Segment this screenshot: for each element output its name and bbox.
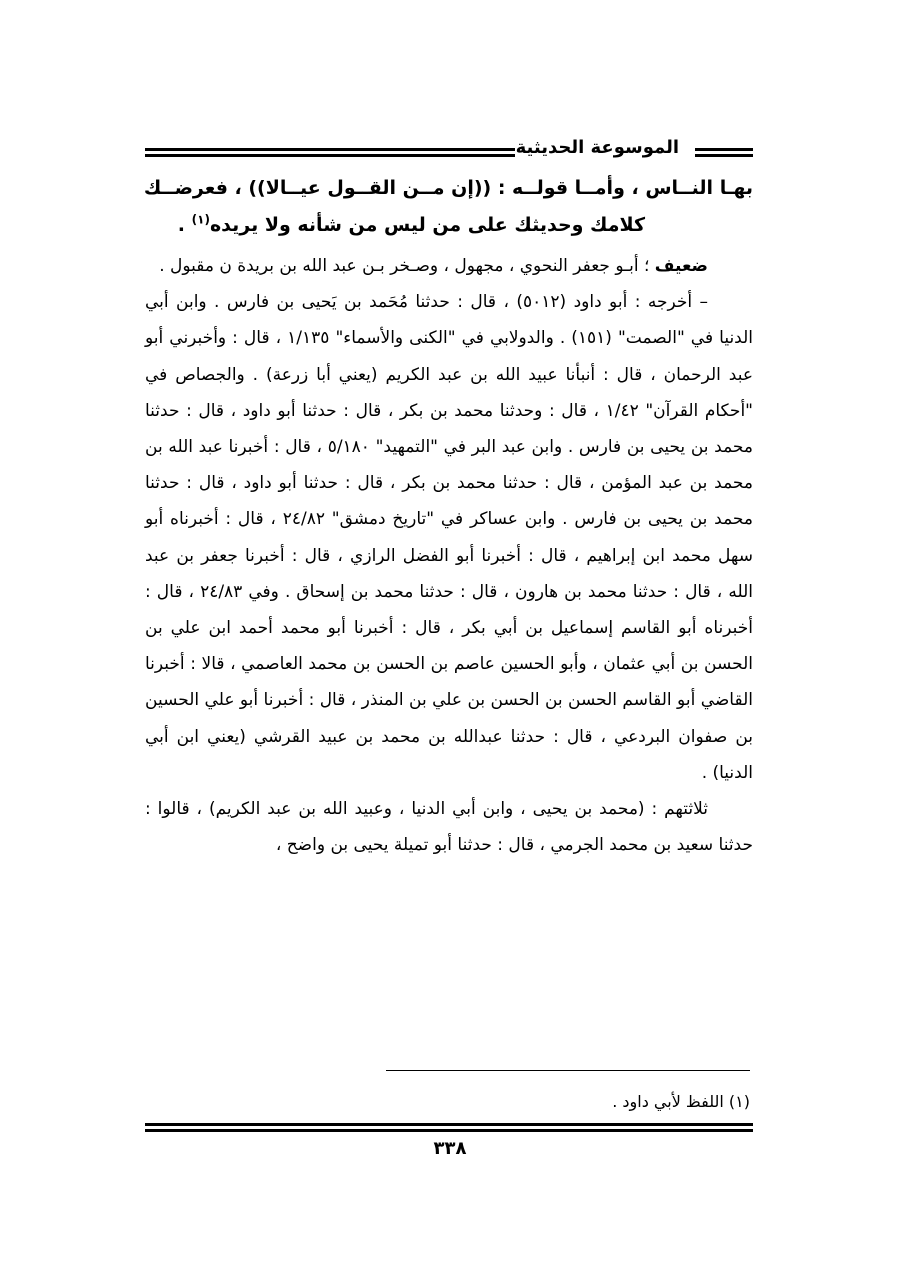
takhrij-paragraph-2: ثلاثتهم : (محمد بن يحيى ، وابن أبي الدنيا ، وعبيد الله بن عبد الكريم) ، قالوا : حدثنا سعيد بن محمد الجرمي ، قال : حدثنا أبو تميلة يحيى بن واضح ، xyxy=(145,799,753,856)
grading-text: ؛ أبـو جعفر النحوي ، مجهول ، وصـخر بـن عبد الله بن بريدة ن مقبول . xyxy=(159,256,655,276)
hadith-text-line-1: بهـا النــاس ، وأمــا قولــه : ((إن مــن القــول عيــالا)) ، فعرضــك xyxy=(143,177,753,199)
running-header xyxy=(145,137,753,170)
header-rule-left xyxy=(145,148,515,157)
footnote-separator xyxy=(386,1070,750,1071)
page-number: ٣٣٨ xyxy=(433,1138,467,1159)
commentary xyxy=(145,248,753,863)
header-rule-right xyxy=(695,148,753,157)
bottom-rule xyxy=(145,1123,753,1132)
takhrij-paragraph-1: – أخرجه : أبو داود (٥٠١٢) ، قال : حدثنا مُحَمد بن يَحيى بن فارس . وابن أبي الدنيا في "الصمت" (١٥١) . والدولابي في "الكنى والأسماء" ١/١٣٥ ، قال : وأخبرني أبو عبد الرحمان ، قال : أنبأنا عبيد الله بن عبد الكريم (يعني أبا زرعة) . والجصاص في "أحكام القرآن" ١/٤٢ ، قال : وحدثنا محمد بن بكر ، قال : حدثنا أبو داود ، قال : حدثنا محمد بن يحيى بن فارس . وابن عبد البر في "التمهيد" ٥/١٨٠ ، قال : أخبرنا عبد الله بن محمد بن عبد المؤمن ، قال : حدثنا محمد بن بكر ، قال : حدثنا أبو داود ، قال : حدثنا محمد بن يحيى بن فارس . وابن عساكر في "تاريخ دمشق" ٢٤/٨٢ ، قال : أخبرناه أبو سهل محمد ابن إبراهيم ، قال : أخبرنا أبو الفضل الرازي ، قال : أخبرنا جعفر بن عبد الله ، قال : حدثنا محمد بن هارون ، قال : حدثنا محمد بن إسحاق . وفي ٢٤/٨٣ ، قال : أخبرناه أبو القاسم إسماعيل بن أبي بكر ، قال : أخبرنا أبو محمد أحمد ابن علي بن الحسن بن أبي عثمان ، وأبو الحسين عاصم بن الحسن بن محمد العاصمي ، قالا : أخبرنا القاضي أبو القاسم الحسن بن الحسن بن علي بن المنذر ، قال : أخبرنا أبو علي الحسين بن صفوان البردعي ، قال : حدثنا عبدالله بن محمد بن عبيد القرشي (يعني ابن أبي الدنيا) . xyxy=(145,292,754,783)
footnote: (١) اللفظ لأبي داود . xyxy=(612,1092,750,1111)
footnote-ref: (١) xyxy=(191,212,210,227)
grading-label: ضعيف xyxy=(654,256,708,276)
page-body xyxy=(143,137,754,863)
header-title: الموسوعة الحديثية xyxy=(515,137,679,158)
grading-paragraph xyxy=(145,248,753,284)
hadith-text-line-2-end: . xyxy=(177,214,192,236)
hadith-text-line-2 xyxy=(145,207,753,244)
hadith-text-line-2-body: كلامك وحديثك على من ليس من شأنه ولا يريده xyxy=(209,214,645,236)
